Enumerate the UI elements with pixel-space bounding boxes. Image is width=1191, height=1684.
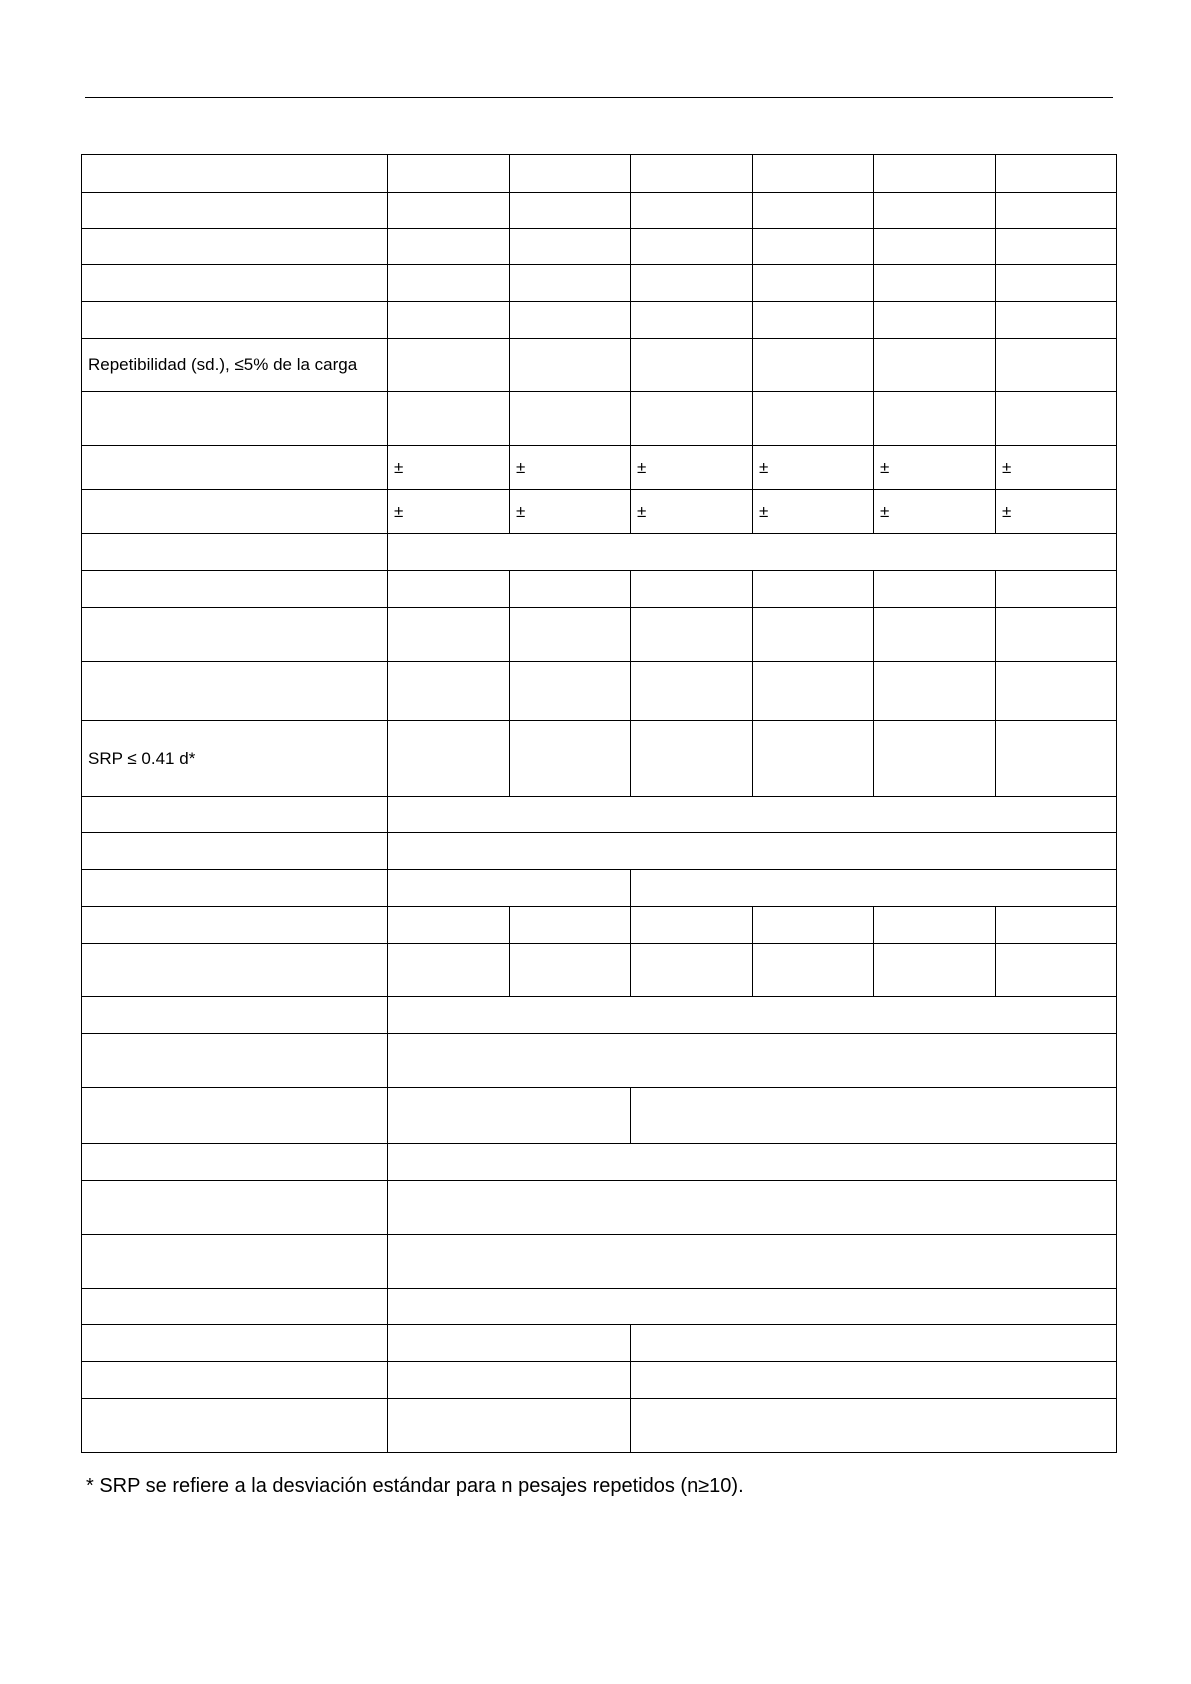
table-row: [82, 1362, 1117, 1399]
table-row: [82, 1034, 1117, 1088]
table-row: [82, 229, 1117, 265]
footnote: * SRP se refiere a la desviación estándar para n pesajes repetidos (n≥10).: [86, 1475, 744, 1497]
table-row: [82, 265, 1117, 302]
plus-minus-symbol: ±: [510, 490, 631, 534]
plus-minus-symbol: ±: [996, 446, 1117, 490]
plus-minus-symbol: ±: [874, 446, 996, 490]
table-row: [82, 1399, 1117, 1453]
header-rule: [85, 97, 1113, 98]
table-row: [82, 1181, 1117, 1235]
table-row: [82, 1325, 1117, 1362]
table-row: [82, 155, 1117, 193]
table-row: [82, 907, 1117, 944]
repeatability-label: Repetibilidad (sd.), ≤5% de la carga: [82, 339, 388, 392]
table-row: [82, 997, 1117, 1034]
table-row: [82, 193, 1117, 229]
table-row: [82, 944, 1117, 997]
plus-minus-symbol: ±: [510, 446, 631, 490]
srp-label: SRP ≤ 0.41 d*: [82, 721, 388, 797]
plus-minus-symbol: ±: [996, 490, 1117, 534]
plus-minus-symbol: ±: [388, 490, 510, 534]
table-row: [82, 1088, 1117, 1144]
table-row: [82, 534, 1117, 571]
table-row: [82, 721, 1117, 797]
plus-minus-symbol: ±: [631, 490, 753, 534]
plus-minus-symbol: ±: [753, 490, 874, 534]
table-row: [82, 1235, 1117, 1289]
table-row: [82, 446, 1117, 490]
specifications-table: [81, 154, 1117, 1453]
plus-minus-symbol: ±: [874, 490, 996, 534]
table-row: [82, 302, 1117, 339]
table-row: [82, 662, 1117, 721]
table-row: [82, 571, 1117, 608]
table-row: [82, 833, 1117, 870]
table-row: [82, 339, 1117, 392]
table-row: [82, 1144, 1117, 1181]
table-row: [82, 608, 1117, 662]
plus-minus-symbol: ±: [388, 446, 510, 490]
table-row: [82, 392, 1117, 446]
table-row: [82, 1289, 1117, 1325]
table-row: [82, 870, 1117, 907]
plus-minus-symbol: ±: [753, 446, 874, 490]
table-row: [82, 797, 1117, 833]
plus-minus-symbol: ±: [631, 446, 753, 490]
table-row: [82, 490, 1117, 534]
